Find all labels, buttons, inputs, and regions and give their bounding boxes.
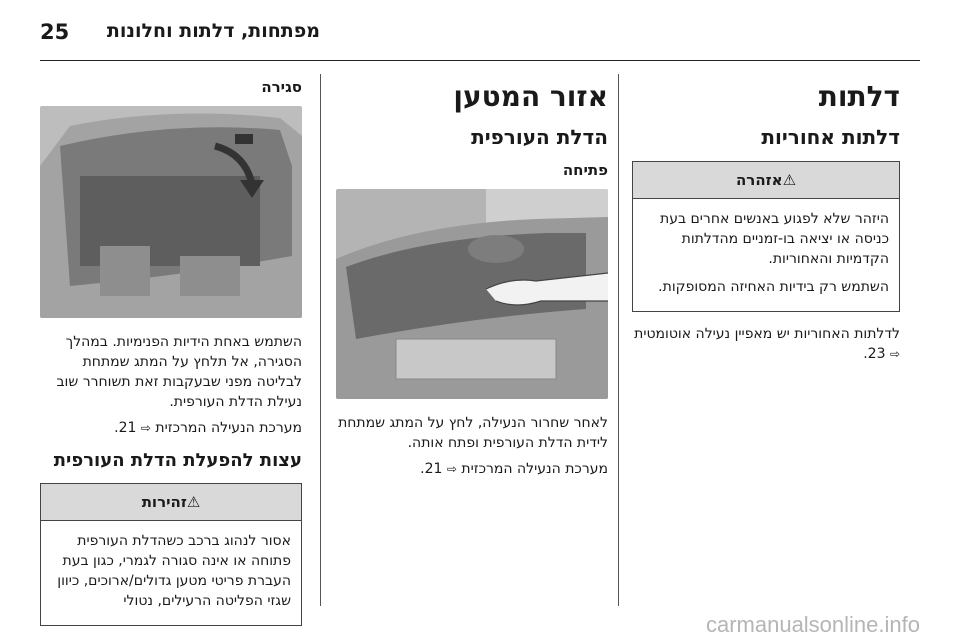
tailgate-opening-illustration [336, 189, 608, 399]
minor-title-opening: פתיחה [562, 161, 608, 179]
tailgate-opening-photo [336, 189, 608, 399]
caution-box-header [41, 484, 301, 521]
page-reference-arrow-icon: ⇨ [140, 421, 151, 435]
warning-paragraph: היזהר שלא לפגוע באנשים אחרים בעת כניסה או יציאה בו-זמניים מהדלתות הקדמיות והאחוריות. [660, 211, 889, 267]
central-locking-reference: מערכת הנעילה המרכזית ⇨ 21. [114, 420, 302, 436]
section-title-doors: דלתות [818, 80, 900, 113]
watermark-text: carmanualsonline.info [705, 612, 920, 637]
right-column [632, 70, 900, 370]
auto-lock-ref-page[interactable]: 23 [867, 346, 886, 362]
caution-title: זהירות [141, 493, 187, 511]
central-locking-reference: מערכת הנעילה המרכזית ⇨ 21. [420, 461, 608, 477]
closing-instructions: השתמש באחת הידיות הפנימיות. במהלך הסגירה, אל תלחץ על המתג שמתחת לבליטה מפני שבעקבות זאת תשוחרר שוב נעילת הדלת העורפית. [56, 334, 302, 410]
warning-triangle-icon: ⚠ [782, 171, 797, 189]
warning-paragraph: השתמש רק בידיות האחיזה המסופקות. [658, 279, 889, 295]
caution-box-body [41, 521, 301, 625]
auto-lock-note: לדלתות האחוריות יש מאפיין נעילה אוטומטית ⇨ 23. [634, 326, 900, 362]
opening-instructions: לאחר שחרור הנעילה, לחץ על המתג שמתחת לידית הדלת העורפית ופתח אותה. [338, 415, 608, 451]
warning-triangle-icon: ⚠ [186, 493, 201, 511]
page-number: 25 [40, 20, 70, 44]
tips-title: עצות להפעלת הדלת העורפית [53, 450, 302, 471]
header-rule [40, 60, 920, 61]
column-divider-right [618, 74, 619, 606]
subsection-title-rear-doors: דלתות אחוריות [761, 125, 900, 149]
chapter-title: מפתחות, דלתות וחלונות [106, 20, 320, 42]
central-locking-ref-page[interactable]: 21 [118, 420, 137, 436]
subsection-title-tailgate: הדלת העורפית [471, 125, 608, 149]
tailgate-closing-illustration [40, 106, 302, 318]
warning-box-header [633, 162, 899, 199]
minor-title-closing: סגירה [261, 78, 302, 96]
column-divider-left [320, 74, 321, 606]
left-column [40, 70, 302, 626]
central-locking-ref-text: מערכת הנעילה המרכזית [155, 420, 302, 436]
page-header [40, 20, 920, 44]
page-reference-arrow-icon: ⇨ [889, 347, 900, 361]
page-reference-arrow-icon: ⇨ [446, 462, 457, 476]
warning-box-body [633, 199, 899, 311]
middle-column [336, 70, 608, 485]
caution-paragraph: אסור לנהוג ברכב כשהדלת העורפית פתוחה או אינה סגורה לגמרי, כגון בעת העברת פריטי מטען גדולים/ארוכים, כיוון שגזי הפליטה הרעילים, נטולי [57, 533, 291, 609]
central-locking-ref-text: מערכת הנעילה המרכזית [461, 461, 608, 477]
central-locking-ref-page[interactable]: 21 [424, 461, 443, 477]
caution-box [40, 483, 302, 626]
auto-lock-note-text: לדלתות האחוריות יש מאפיין נעילה אוטומטית [634, 326, 900, 342]
warning-title: אזהרה [735, 171, 783, 189]
section-title-cargo-area: אזור המטען [453, 80, 608, 113]
warning-box [632, 161, 900, 312]
tailgate-closing-photo [40, 106, 302, 318]
